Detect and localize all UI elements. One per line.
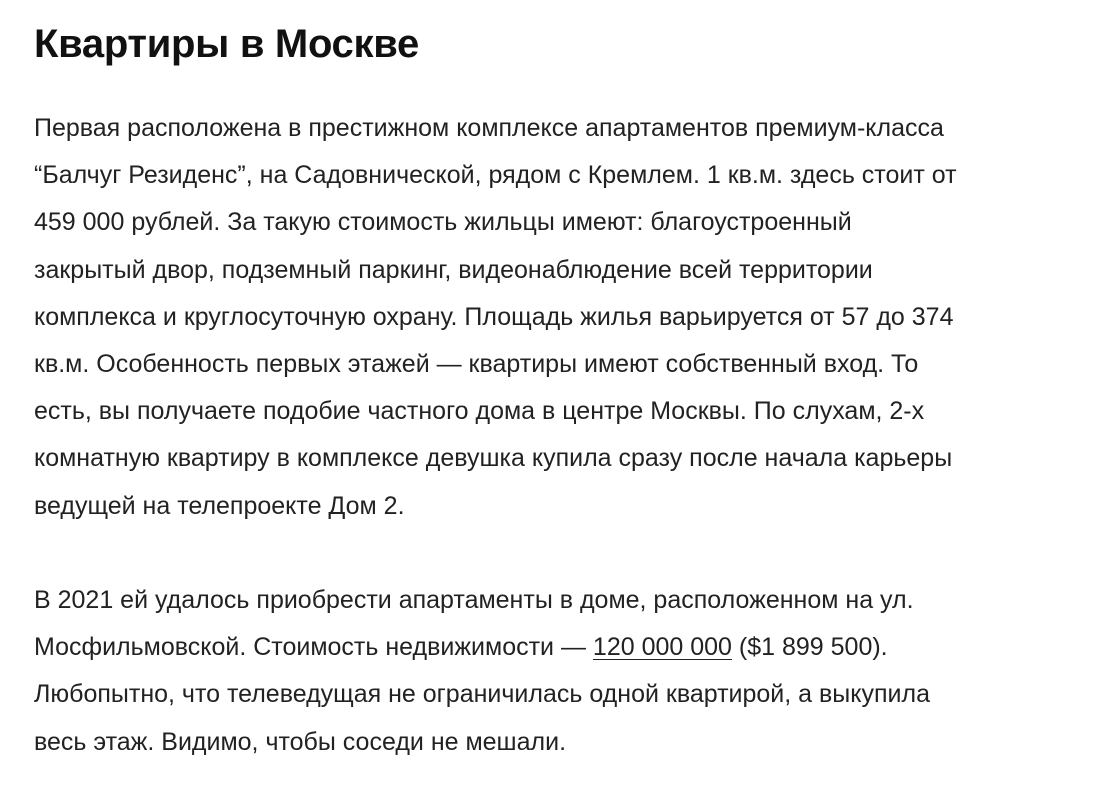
text-line: В 2021 ей удалось приобрести апартаменты в доме, расположенном на ул. [34,586,914,614]
text-segment: Мосфильмовской. Стоимость недвижимости — [34,633,593,662]
text-line: “Балчуг Резиденс”, на Садовнической, рядом с Кремлем. 1 кв.м. здесь стоит от [34,161,957,190]
text-line: ведущей на телепроекте Дом 2. [34,491,405,520]
text-line: кв.м. Особенность первых этажей — квартиры имеют собственный вход. То [34,350,919,379]
price-link[interactable]: 120 000 000 [592,633,732,662]
text-line [34,624,930,671]
text-line: есть, вы получаете подобие частного дома в центре Москвы. По слухам, 2-х [34,397,925,426]
text-line: 459 000 рублей. За такую стоимость жильцы имеют: благоустроенный [34,208,852,237]
paragraph-balchug [34,105,957,530]
section-heading: Квартиры в Москве [34,22,419,66]
text-line: комнатную квартиру в комплексе девушка купила сразу после начала карьеры [34,444,953,473]
text-line: Любопытно, что телеведущая не ограничилась одной квартирой, а выкупила [34,680,930,709]
text-line: Первая расположена в престижном комплексе апартаментов премиум-класса [34,114,944,142]
paragraph-mosfilmovskaya [34,577,930,766]
text-line: закрытый двор, подземный паркинг, видеонаблюдение всей территории [34,255,873,284]
text-line: весь этаж. Видимо, чтобы соседи не мешали. [34,727,567,756]
text-line: комплекса и круглосуточную охрану. Площадь жилья варьируется от 57 до 374 [34,302,954,331]
text-segment: ($1 899 500). [731,633,888,662]
